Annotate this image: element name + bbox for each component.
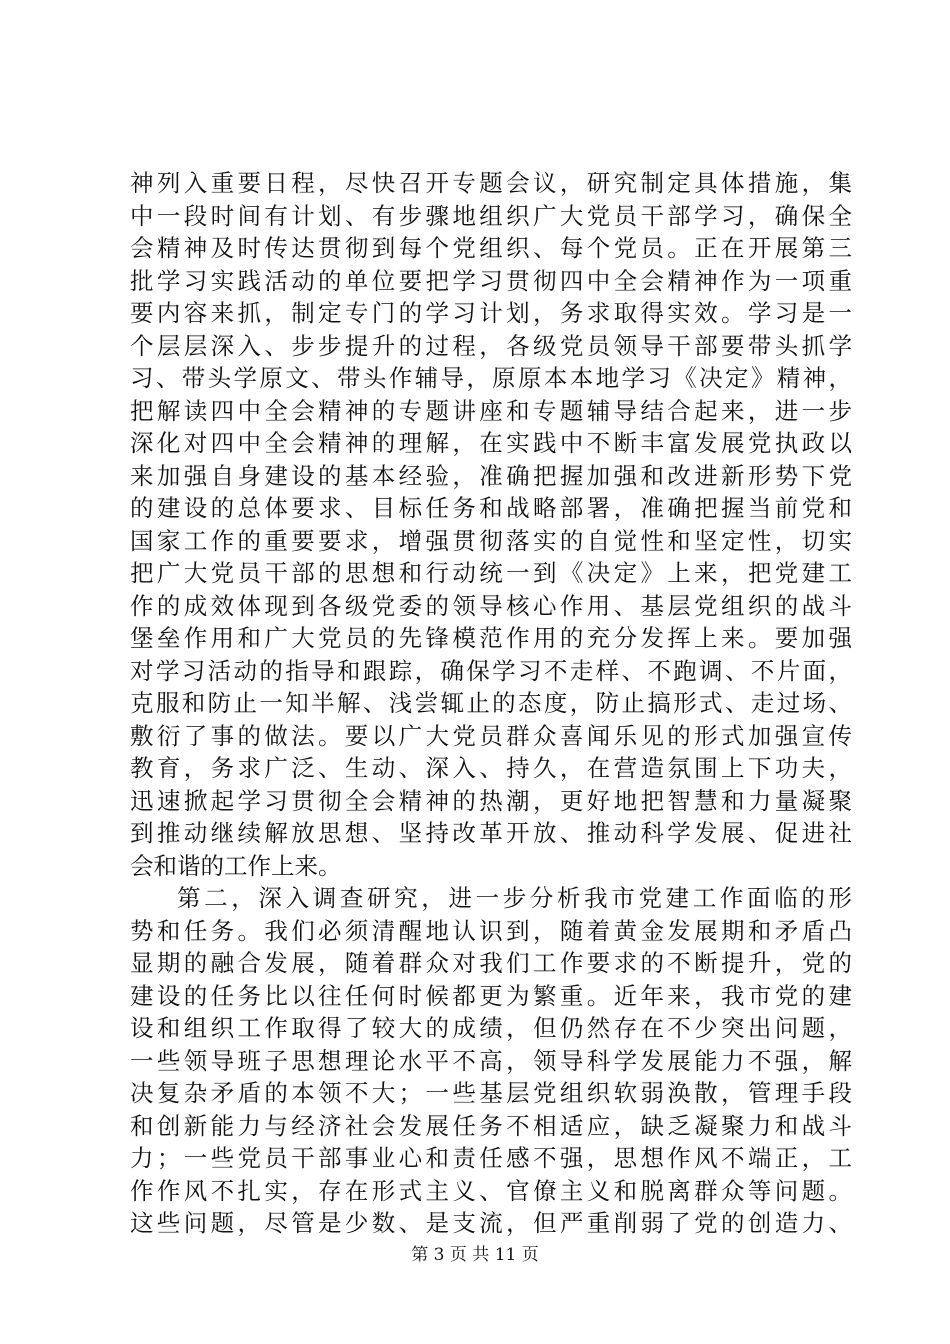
text-line: 力；一些党员干部事业心和责任感不强，思想作风不端正，工 xyxy=(130,1144,852,1172)
text-line: 对学习活动的指导和跟踪，确保学习不走样、不跑调、不片面， xyxy=(130,656,852,685)
text-line: 会和谐的工作上来。 xyxy=(130,851,342,880)
text-line: 要内容来抓，制定专门的学习计划，务求取得实效。学习是一 xyxy=(130,299,852,327)
text-line: 习、带头学原文、带头作辅导，原原本本地学习《决定》精神， xyxy=(130,364,852,392)
text-line: 批学习实践活动的单位要把学习贯彻四中全会精神作为一项重 xyxy=(130,266,852,295)
text-line: 会精神及时传达贯彻到每个党组织、每个党员。正在开展第三 xyxy=(130,234,852,262)
text-line: 决复杂矛盾的本领不大；一些基层党组织软弱涣散，管理手段 xyxy=(130,1079,852,1107)
document-body xyxy=(130,167,852,1240)
text-line: 教育，务求广泛、生动、深入、持久，在营造氛围上下功夫， xyxy=(130,754,852,782)
text-line: 神列入重要日程，尽快召开专题会议，研究制定具体措施，集 xyxy=(130,169,852,197)
text-line: 敷衍了事的做法。要以广大党员群众喜闻乐见的形式加强宣传 xyxy=(130,721,852,750)
text-line: 把广大党员干部的思想和行动统一到《决定》上来，把党建工 xyxy=(130,559,852,587)
paragraph-2 xyxy=(130,882,852,1240)
text-line: 作的成效体现到各级党委的领导核心作用、基层党组织的战斗 xyxy=(130,591,852,620)
text-line: 的建设的总体要求、目标任务和战略部署，准确把握当前党和 xyxy=(130,494,852,522)
text-line: 这些问题，尽管是少数、是支流，但严重削弱了党的创造力、 xyxy=(130,1209,852,1237)
text-line: 深化对四中全会精神的理解，在实践中不断丰富发展党执政以 xyxy=(130,429,852,457)
text-line: 一些领导班子思想理论水平不高，领导科学发展能力不强，解 xyxy=(130,1046,852,1075)
text-line: 个层层深入、步步提升的过程，各级党员领导干部要带头抓学 xyxy=(130,331,852,360)
text-line: 设和组织工作取得了较大的成绩，但仍然存在不少突出问题， xyxy=(130,1014,852,1042)
text-line: 来加强自身建设的基本经验，准确把握加强和改进新形势下党 xyxy=(130,461,852,490)
text-line: 克服和防止一知半解、浅尝辄止的态度，防止搞形式、走过场、 xyxy=(130,689,852,717)
text-line: 第二，深入调查研究，进一步分析我市党建工作面临的形 xyxy=(177,884,852,912)
page-footer: 第 3 页 共 11 页 xyxy=(411,1245,539,1265)
text-line: 到推动继续解放思想、坚持改革开放、推动科学发展、促进社 xyxy=(130,819,852,847)
text-line: 建设的任务比以往任何时候都更为繁重。近年来，我市党的建 xyxy=(130,981,852,1010)
text-line: 势和任务。我们必须清醒地认识到，随着黄金发展期和矛盾凸 xyxy=(130,916,852,945)
text-line: 显期的融合发展，随着群众对我们工作要求的不断提升，党的 xyxy=(130,949,852,977)
text-line: 中一段时间有计划、有步骤地组织广大党员干部学习，确保全 xyxy=(130,201,852,230)
text-line: 和创新能力与经济社会发展任务不相适应，缺乏凝聚力和战斗 xyxy=(130,1111,852,1140)
text-line: 堡垒作用和广大党员的先锋模范作用的充分发挥上来。要加强 xyxy=(130,624,852,652)
text-line: 迅速掀起学习贯彻全会精神的热潮，更好地把智慧和力量凝聚 xyxy=(130,786,852,815)
text-line: 国家工作的重要要求，增强贯彻落实的自觉性和坚定性，切实 xyxy=(130,526,852,555)
paragraph-1 xyxy=(130,167,852,882)
text-line: 作作风不扎实，存在形式主义、官僚主义和脱离群众等问题。 xyxy=(130,1176,852,1205)
text-line: 把解读四中全会精神的专题讲座和专题辅导结合起来，进一步 xyxy=(130,396,852,425)
